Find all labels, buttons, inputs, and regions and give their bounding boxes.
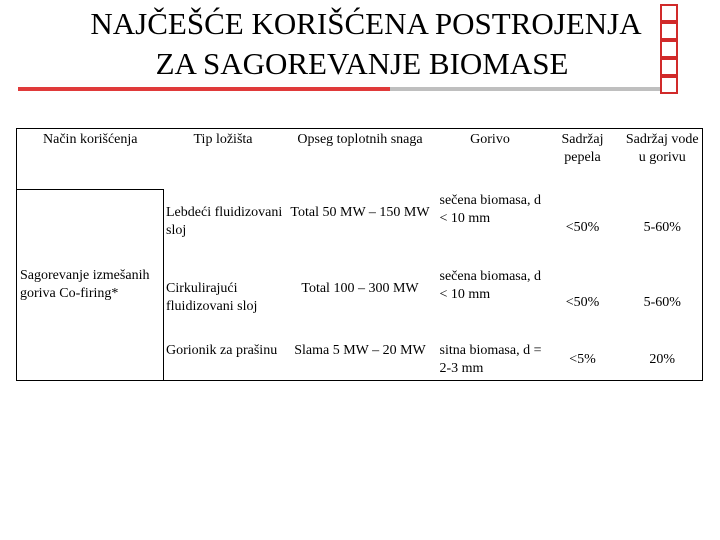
fuel-cell: sečena biomasa, d < 10 mm — [439, 192, 541, 226]
page-title — [0, 4, 720, 84]
furnace-cell: Gorionik za prašinu — [164, 340, 283, 381]
furnace-cell: Lebdeći fluidizovani sloj — [166, 204, 283, 238]
decorative-square — [660, 76, 678, 94]
header-cell: Način korišćenja — [17, 129, 164, 190]
title-underline-grey — [390, 87, 660, 91]
header-cell: Opseg toplotnih snaga — [283, 129, 438, 190]
title-line-2: ZA SAGOREVANJE BIOMASE — [155, 46, 569, 81]
decorative-square — [660, 4, 678, 22]
power-cell: Total 100 – 300 MW — [301, 280, 419, 296]
biomass-plants-table — [16, 128, 703, 381]
decorative-square — [660, 40, 678, 58]
power-cell: Total 50 MW – 150 MW — [290, 204, 430, 220]
decorative-square — [660, 22, 678, 40]
header-cell: Gorivo — [438, 129, 543, 190]
header-cell: Tip ložišta — [164, 129, 283, 190]
ash-cell: <50% — [565, 294, 600, 310]
water-cell: 5-60% — [623, 266, 703, 340]
usage-cell: Sagorevanje izmešanih goriva Co-firing* — [17, 190, 164, 381]
decorative-square — [660, 58, 678, 76]
header-cell: Sadržaj pepela — [543, 129, 623, 190]
table-row — [17, 190, 703, 266]
header-cell: Sadržaj vode u gorivu — [623, 129, 703, 190]
power-cell: Slama 5 MW – 20 MW — [283, 340, 438, 381]
ash-cell: <50% — [565, 219, 600, 235]
furnace-cell: Cirkulirajući fluidizovani sloj — [166, 280, 258, 314]
water-cell: 5-60% — [623, 190, 703, 266]
title-line-1: NAJČEŠĆE KORIŠĆENA POSTROJENJA — [90, 6, 642, 41]
table-header-row — [17, 129, 703, 190]
ash-cell: <5% — [543, 340, 623, 381]
fuel-cell: sečena biomasa, d < 10 mm — [439, 268, 541, 302]
fuel-cell: sitna biomasa, d = 2-3 mm — [438, 340, 543, 381]
water-cell: 20% — [623, 340, 703, 381]
